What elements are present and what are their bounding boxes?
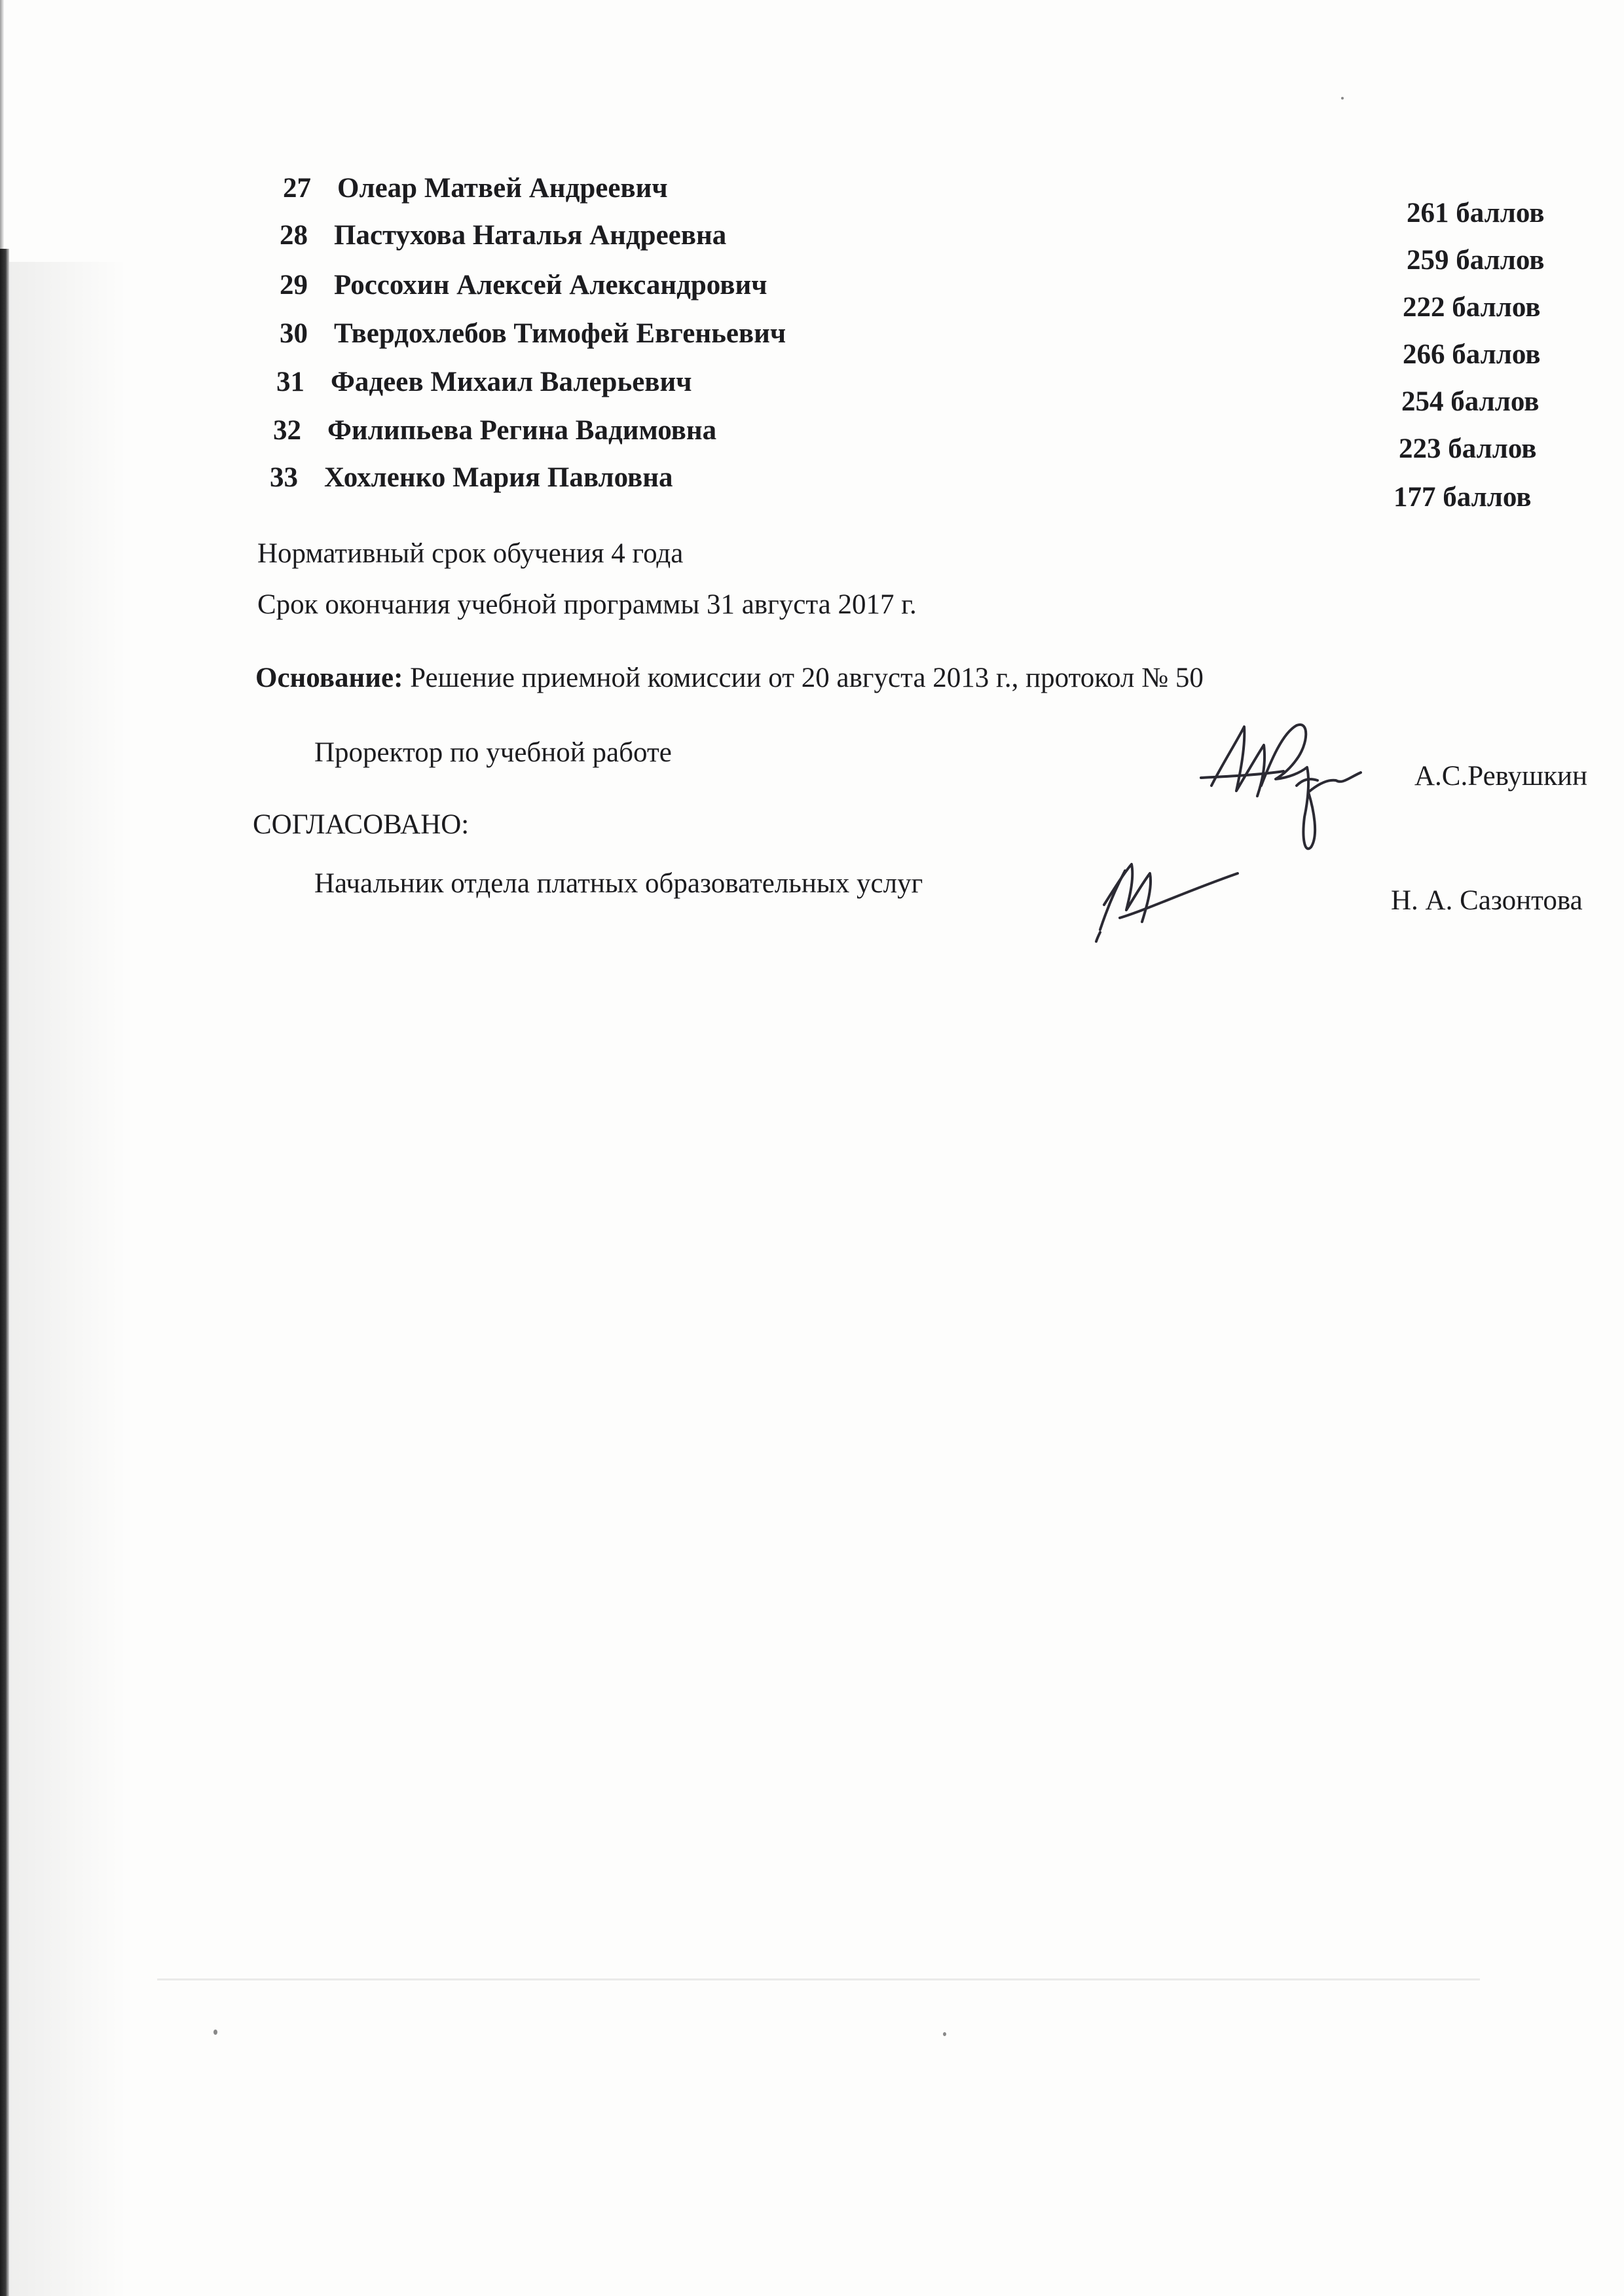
signatory-2-name: Н. А. Сазонтова: [1391, 885, 1583, 916]
student-number: 30: [280, 318, 308, 349]
signature-1-icon: [1198, 707, 1369, 864]
scan-artifact-dot: [213, 2030, 217, 2035]
student-name: Твердохлебов Тимофей Евгеньевич: [334, 318, 786, 349]
student-name: Олеар Матвей Андреевич: [337, 173, 668, 204]
student-score: 223 баллов: [1399, 433, 1537, 464]
study-term: Нормативный срок обучения 4 года: [257, 538, 684, 569]
approved-label: СОГЛАСОВАНО:: [253, 809, 470, 840]
student-number: 27: [283, 173, 311, 204]
student-score: 261 баллов: [1407, 198, 1545, 228]
student-number: 33: [270, 462, 298, 493]
scan-shadow: [9, 262, 127, 2296]
scan-edge: [0, 249, 9, 2296]
signatory-2-position: Начальник отдела платных образовательных услуг: [314, 868, 923, 899]
signatory-1-position: Проректор по учебной работе: [314, 737, 672, 768]
signatory-1-name: А.С.Ревушкин: [1414, 761, 1588, 792]
scan-artifact-dot: [1341, 97, 1344, 100]
student-score: 259 баллов: [1407, 245, 1545, 276]
student-name: Россохин Алексей Александрович: [334, 270, 767, 301]
basis-text: Решение приемной комиссии от 20 августа 2013 г., протокол № 50: [403, 663, 1204, 693]
scan-artifact-dot: [943, 2032, 946, 2036]
student-number: 29: [280, 270, 308, 301]
student-number: 32: [273, 415, 301, 446]
signature-2-icon: [1074, 845, 1244, 943]
student-name: Филипьева Регина Вадимовна: [327, 415, 717, 446]
student-score: 222 баллов: [1403, 292, 1541, 323]
scan-artifact-line: [157, 1978, 1480, 1980]
student-number: 28: [280, 220, 308, 251]
basis-line: [255, 659, 1204, 698]
student-score: 177 баллов: [1393, 482, 1532, 513]
student-score: 266 баллов: [1403, 339, 1541, 370]
student-name: Фадеев Михаил Валерьевич: [331, 367, 692, 397]
program-end: Срок окончания учебной программы 31 августа 2017 г.: [257, 589, 917, 620]
student-name: Хохленко Мария Павловна: [324, 462, 673, 493]
scan-edge-top: [0, 0, 4, 249]
student-number: 31: [276, 367, 304, 397]
basis-label: Основание:: [255, 663, 403, 693]
student-name: Пастухова Наталья Андреевна: [334, 220, 727, 251]
student-score: 254 баллов: [1401, 386, 1540, 417]
